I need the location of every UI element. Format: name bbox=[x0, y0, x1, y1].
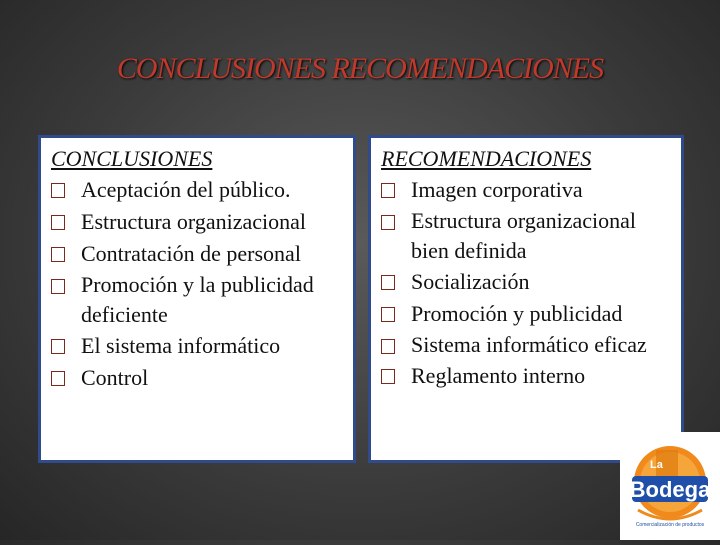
list-item-text: Aceptación del público. bbox=[81, 177, 291, 202]
list-item bbox=[381, 330, 671, 360]
list-item-text: Reglamento interno bbox=[411, 363, 586, 388]
list-item bbox=[51, 330, 343, 362]
list-item-text: El sistema informático bbox=[81, 333, 281, 358]
conclusions-panel bbox=[38, 135, 356, 463]
recommendations-heading: RECOMENDACIONES bbox=[381, 146, 592, 171]
list-item-text: Control bbox=[81, 365, 149, 390]
list-item-text: Sistema informático eficaz bbox=[411, 332, 647, 357]
list-item bbox=[381, 174, 671, 206]
checkbox-bullet-icon bbox=[51, 339, 65, 354]
slide-title: CONCLUSIONES RECOMENDACIONES bbox=[116, 52, 604, 85]
checkbox-bullet-icon bbox=[381, 307, 395, 322]
list-item-text: Contratación de personal bbox=[81, 241, 301, 266]
checkbox-bullet-icon bbox=[51, 183, 65, 198]
svg-text:Bodega: Bodega bbox=[629, 477, 711, 502]
list-item bbox=[381, 206, 671, 266]
checkbox-bullet-icon bbox=[381, 339, 395, 354]
list-item-text: Promoción y la publicidad deficiente bbox=[81, 272, 314, 327]
list-item bbox=[51, 174, 343, 206]
la-bodega-logo-graphic bbox=[620, 432, 720, 540]
checkbox-bullet-icon bbox=[381, 275, 395, 290]
list-item-text: Estructura organizacional bbox=[81, 209, 306, 234]
list-item bbox=[51, 238, 343, 270]
list-item bbox=[51, 270, 343, 330]
list-item-text: Estructura organizacional bien definida bbox=[411, 208, 636, 263]
conclusions-heading: CONCLUSIONES bbox=[51, 146, 213, 171]
checkbox-bullet-icon bbox=[51, 371, 65, 386]
checkbox-bullet-icon bbox=[51, 279, 65, 294]
list-item bbox=[51, 206, 343, 238]
checkbox-bullet-icon bbox=[381, 183, 395, 198]
list-item-text: Imagen corporativa bbox=[411, 177, 583, 202]
list-item bbox=[381, 266, 671, 298]
list-item bbox=[381, 298, 671, 330]
svg-text:La: La bbox=[650, 459, 663, 471]
list-item bbox=[381, 360, 671, 392]
conclusions-list bbox=[51, 174, 343, 394]
list-item-text: Socialización bbox=[411, 269, 530, 294]
checkbox-bullet-icon bbox=[381, 215, 395, 230]
la-bodega-logo bbox=[620, 432, 720, 540]
list-item-text: Promoción y publicidad bbox=[411, 301, 623, 326]
recommendations-list bbox=[381, 174, 671, 392]
checkbox-bullet-icon bbox=[381, 369, 395, 384]
list-item bbox=[51, 362, 343, 394]
recommendations-panel bbox=[368, 135, 684, 463]
checkbox-bullet-icon bbox=[51, 247, 65, 262]
svg-text:Comercialización de productos: Comercialización de productos bbox=[635, 522, 705, 528]
checkbox-bullet-icon bbox=[51, 215, 65, 230]
